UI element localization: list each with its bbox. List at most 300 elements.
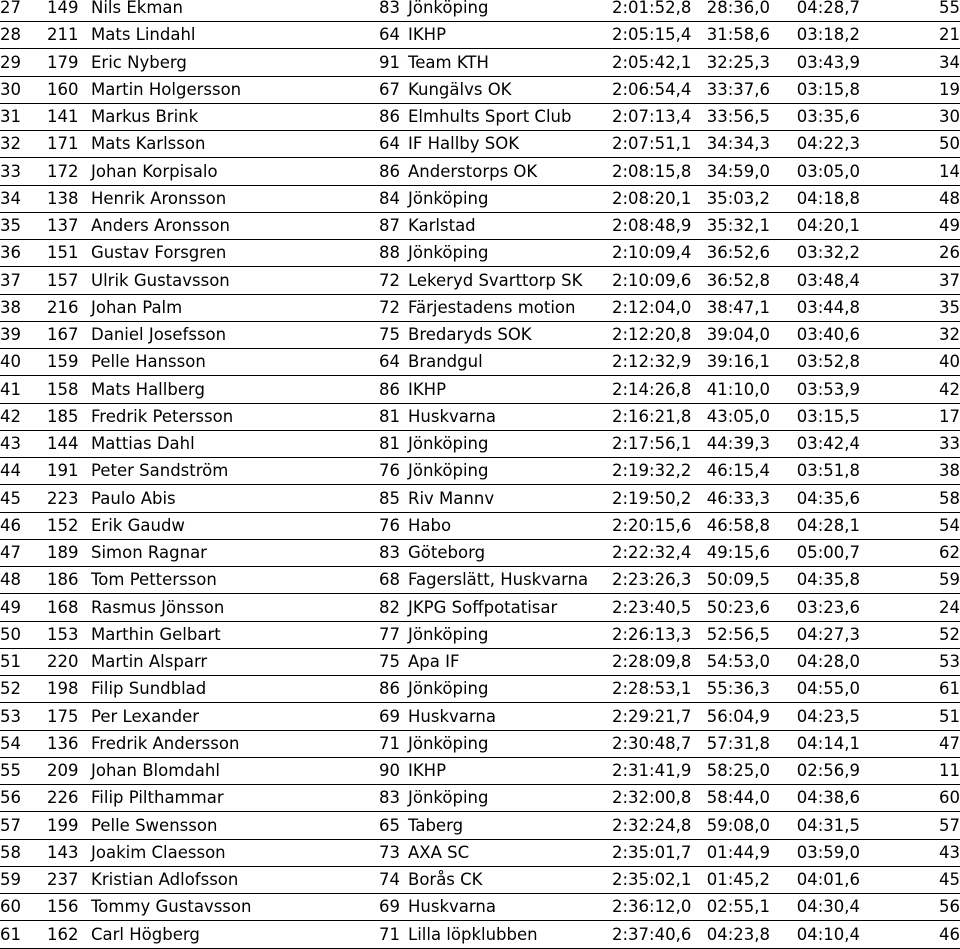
total-time-cell: 2:36:12,0 <box>612 897 692 916</box>
table-row <box>0 458 960 485</box>
bib-cell: 199 <box>47 816 79 835</box>
total-time-cell: 2:17:56,1 <box>612 434 692 453</box>
bib-cell: 211 <box>47 25 79 44</box>
rank-cell: 57 <box>939 816 960 835</box>
table-row <box>0 758 960 785</box>
bib-cell: 186 <box>47 570 79 589</box>
rank-cell: 45 <box>939 870 960 889</box>
lap-time-cell: 03:43,9 <box>796 53 860 72</box>
split-time-cell: 34:59,0 <box>706 162 770 181</box>
place-cell: 37 <box>0 271 21 290</box>
place-cell: 52 <box>0 679 21 698</box>
total-time-cell: 2:08:15,8 <box>612 162 692 181</box>
runner-name-cell: Gustav Forsgren <box>91 243 227 262</box>
place-cell: 57 <box>0 816 21 835</box>
lap-time-cell: 03:59,0 <box>796 843 860 862</box>
club-cell: Färjestadens motion <box>408 298 576 317</box>
club-cell: Jönköping <box>408 625 489 644</box>
table-row <box>0 131 960 158</box>
lap-time-cell: 05:00,7 <box>796 543 860 562</box>
club-cell: IKHP <box>408 380 447 399</box>
place-cell: 49 <box>0 598 21 617</box>
runner-name-cell: Rasmus Jönsson <box>91 598 225 617</box>
bib-cell: 171 <box>47 134 79 153</box>
lap-time-cell: 04:38,6 <box>796 788 860 807</box>
club-cell: Huskvarna <box>408 707 496 726</box>
lap-time-cell: 04:10,4 <box>796 925 860 944</box>
total-time-cell: 2:10:09,6 <box>612 271 692 290</box>
club-cell: Jönköping <box>408 788 489 807</box>
split-time-cell: 38:47,1 <box>706 298 770 317</box>
age-cell: 71 <box>379 925 400 944</box>
total-time-cell: 2:05:42,1 <box>612 53 692 72</box>
age-cell: 83 <box>379 788 400 807</box>
club-cell: Jönköping <box>408 734 489 753</box>
split-time-cell: 49:15,6 <box>706 543 770 562</box>
table-row <box>0 567 960 594</box>
runner-name-cell: Johan Korpisalo <box>91 162 218 181</box>
lap-time-cell: 03:15,8 <box>796 80 860 99</box>
split-time-cell: 52:56,5 <box>706 625 770 644</box>
runner-name-cell: Mattias Dahl <box>91 434 195 453</box>
bib-cell: 137 <box>47 216 79 235</box>
table-row <box>0 622 960 649</box>
place-cell: 38 <box>0 298 21 317</box>
split-time-cell: 33:56,5 <box>706 107 770 126</box>
runner-name-cell: Filip Sundblad <box>91 679 207 698</box>
club-cell: Jönköping <box>408 434 489 453</box>
lap-time-cell: 04:18,8 <box>796 189 860 208</box>
runner-name-cell: Filip Pilthammar <box>91 788 224 807</box>
runner-name-cell: Marthin Gelbart <box>91 625 221 644</box>
age-cell: 85 <box>379 489 400 508</box>
place-cell: 45 <box>0 489 21 508</box>
runner-name-cell: Martin Alsparr <box>91 652 208 671</box>
place-cell: 44 <box>0 461 21 480</box>
place-cell: 39 <box>0 325 21 344</box>
age-cell: 88 <box>379 243 400 262</box>
place-cell: 56 <box>0 788 21 807</box>
place-cell: 48 <box>0 570 21 589</box>
total-time-cell: 2:28:53,1 <box>612 679 692 698</box>
runner-name-cell: Pelle Hansson <box>91 352 206 371</box>
bib-cell: 157 <box>47 271 79 290</box>
split-time-cell: 46:33,3 <box>706 489 770 508</box>
split-time-cell: 50:23,6 <box>706 598 770 617</box>
age-cell: 77 <box>379 625 400 644</box>
bib-cell: 216 <box>47 298 79 317</box>
club-cell: Jönköping <box>408 461 489 480</box>
table-row <box>0 322 960 349</box>
rank-cell: 47 <box>939 734 960 753</box>
runner-name-cell: Paulo Abis <box>91 489 176 508</box>
table-row <box>0 813 960 840</box>
club-cell: Huskvarna <box>408 897 496 916</box>
age-cell: 72 <box>379 298 400 317</box>
table-row <box>0 268 960 295</box>
total-time-cell: 2:12:20,8 <box>612 325 692 344</box>
bib-cell: 160 <box>47 80 79 99</box>
bib-cell: 179 <box>47 53 79 72</box>
age-cell: 83 <box>379 0 400 17</box>
rank-cell: 62 <box>939 543 960 562</box>
lap-time-cell: 04:28,7 <box>796 0 860 17</box>
place-cell: 42 <box>0 407 21 426</box>
place-cell: 53 <box>0 707 21 726</box>
age-cell: 87 <box>379 216 400 235</box>
bib-cell: 158 <box>47 380 79 399</box>
lap-time-cell: 04:27,3 <box>796 625 860 644</box>
rank-cell: 19 <box>939 80 960 99</box>
rank-cell: 11 <box>939 761 960 780</box>
club-cell: Taberg <box>408 816 464 835</box>
split-time-cell: 34:34,3 <box>706 134 770 153</box>
bib-cell: 237 <box>47 870 79 889</box>
table-row <box>0 295 960 322</box>
rank-cell: 50 <box>939 134 960 153</box>
rank-cell: 14 <box>939 162 960 181</box>
rank-cell: 49 <box>939 216 960 235</box>
age-cell: 91 <box>379 53 400 72</box>
bib-cell: 168 <box>47 598 79 617</box>
rank-cell: 43 <box>939 843 960 862</box>
club-cell: Lekeryd Svarttorp SK <box>408 271 583 290</box>
bib-cell: 143 <box>47 843 79 862</box>
rank-cell: 37 <box>939 271 960 290</box>
club-cell: Bredaryds SOK <box>408 325 532 344</box>
age-cell: 86 <box>379 380 400 399</box>
bib-cell: 209 <box>47 761 79 780</box>
age-cell: 69 <box>379 897 400 916</box>
total-time-cell: 2:07:13,4 <box>612 107 692 126</box>
rank-cell: 42 <box>939 380 960 399</box>
table-row <box>0 240 960 267</box>
bib-cell: 172 <box>47 162 79 181</box>
runner-name-cell: Ulrik Gustavsson <box>91 271 230 290</box>
split-time-cell: 43:05,0 <box>706 407 770 426</box>
place-cell: 40 <box>0 352 21 371</box>
runner-name-cell: Mats Lindahl <box>91 25 196 44</box>
runner-name-cell: Fredrik Petersson <box>91 407 234 426</box>
split-time-cell: 01:45,2 <box>706 870 770 889</box>
total-time-cell: 2:22:32,4 <box>612 543 692 562</box>
total-time-cell: 2:37:40,6 <box>612 925 692 944</box>
place-cell: 47 <box>0 543 21 562</box>
age-cell: 64 <box>379 352 400 371</box>
place-cell: 50 <box>0 625 21 644</box>
lap-time-cell: 03:52,8 <box>796 352 860 371</box>
split-time-cell: 28:36,0 <box>706 0 770 17</box>
rank-cell: 58 <box>939 489 960 508</box>
runner-name-cell: Markus Brink <box>91 107 199 126</box>
rank-cell: 52 <box>939 625 960 644</box>
age-cell: 68 <box>379 570 400 589</box>
rank-cell: 51 <box>939 707 960 726</box>
lap-time-cell: 04:01,6 <box>796 870 860 889</box>
lap-time-cell: 04:28,1 <box>796 516 860 535</box>
place-cell: 61 <box>0 925 21 944</box>
rank-cell: 32 <box>939 325 960 344</box>
split-time-cell: 36:52,6 <box>706 243 770 262</box>
place-cell: 60 <box>0 897 21 916</box>
place-cell: 29 <box>0 53 21 72</box>
rank-cell: 61 <box>939 679 960 698</box>
place-cell: 32 <box>0 134 21 153</box>
total-time-cell: 2:19:32,2 <box>612 461 692 480</box>
total-time-cell: 2:32:00,8 <box>612 788 692 807</box>
total-time-cell: 2:23:26,3 <box>612 570 692 589</box>
total-time-cell: 2:19:50,2 <box>612 489 692 508</box>
club-cell: Anderstorps OK <box>408 162 538 181</box>
rank-cell: 56 <box>939 897 960 916</box>
club-cell: Göteborg <box>408 543 486 562</box>
club-cell: Elmhults Sport Club <box>408 107 572 126</box>
table-row <box>0 676 960 703</box>
place-cell: 58 <box>0 843 21 862</box>
lap-time-cell: 04:14,1 <box>796 734 860 753</box>
runner-name-cell: Joakim Claesson <box>91 843 226 862</box>
rank-cell: 54 <box>939 516 960 535</box>
split-time-cell: 58:44,0 <box>706 788 770 807</box>
split-time-cell: 58:25,0 <box>706 761 770 780</box>
split-time-cell: 56:04,9 <box>706 707 770 726</box>
bib-cell: 156 <box>47 897 79 916</box>
runner-name-cell: Tommy Gustavsson <box>91 897 252 916</box>
table-row <box>0 50 960 77</box>
age-cell: 81 <box>379 434 400 453</box>
lap-time-cell: 03:35,6 <box>796 107 860 126</box>
table-row <box>0 186 960 213</box>
rank-cell: 46 <box>939 925 960 944</box>
split-time-cell: 54:53,0 <box>706 652 770 671</box>
runner-name-cell: Pelle Swensson <box>91 816 218 835</box>
club-cell: AXA SC <box>408 843 470 862</box>
split-time-cell: 41:10,0 <box>706 380 770 399</box>
age-cell: 67 <box>379 80 400 99</box>
bib-cell: 149 <box>47 0 79 17</box>
runner-name-cell: Mats Hallberg <box>91 380 205 399</box>
age-cell: 84 <box>379 189 400 208</box>
age-cell: 75 <box>379 325 400 344</box>
table-row <box>0 377 960 404</box>
total-time-cell: 2:08:48,9 <box>612 216 692 235</box>
lap-time-cell: 04:31,5 <box>796 816 860 835</box>
runner-name-cell: Daniel Josefsson <box>91 325 227 344</box>
lap-time-cell: 04:20,1 <box>796 216 860 235</box>
split-time-cell: 44:39,3 <box>706 434 770 453</box>
place-cell: 35 <box>0 216 21 235</box>
bib-cell: 153 <box>47 625 79 644</box>
total-time-cell: 2:26:13,3 <box>612 625 692 644</box>
age-cell: 75 <box>379 652 400 671</box>
runner-name-cell: Anders Aronsson <box>91 216 231 235</box>
total-time-cell: 2:10:09,4 <box>612 243 692 262</box>
club-cell: Jönköping <box>408 679 489 698</box>
split-time-cell: 50:09,5 <box>706 570 770 589</box>
total-time-cell: 2:30:48,7 <box>612 734 692 753</box>
place-cell: 34 <box>0 189 21 208</box>
split-time-cell: 39:16,1 <box>706 352 770 371</box>
age-cell: 74 <box>379 870 400 889</box>
runner-name-cell: Simon Ragnar <box>91 543 207 562</box>
club-cell: Riv Mannv <box>408 489 495 508</box>
age-cell: 76 <box>379 516 400 535</box>
place-cell: 59 <box>0 870 21 889</box>
split-time-cell: 01:44,9 <box>706 843 770 862</box>
age-cell: 86 <box>379 162 400 181</box>
total-time-cell: 2:16:21,8 <box>612 407 692 426</box>
split-time-cell: 39:04,0 <box>706 325 770 344</box>
bib-cell: 138 <box>47 189 79 208</box>
table-row <box>0 840 960 867</box>
club-cell: Lilla löpklubben <box>408 925 538 944</box>
place-cell: 46 <box>0 516 21 535</box>
table-row <box>0 404 960 431</box>
split-time-cell: 57:31,8 <box>706 734 770 753</box>
age-cell: 64 <box>379 25 400 44</box>
bib-cell: 220 <box>47 652 79 671</box>
place-cell: 43 <box>0 434 21 453</box>
split-time-cell: 02:55,1 <box>706 897 770 916</box>
age-cell: 86 <box>379 679 400 698</box>
total-time-cell: 2:01:52,8 <box>612 0 692 17</box>
club-cell: IF Hallby SOK <box>408 134 520 153</box>
bib-cell: 152 <box>47 516 79 535</box>
table-row <box>0 704 960 731</box>
club-cell: Fagerslätt, Huskvarna <box>408 570 589 589</box>
total-time-cell: 2:29:21,7 <box>612 707 692 726</box>
total-time-cell: 2:12:32,9 <box>612 352 692 371</box>
lap-time-cell: 04:28,0 <box>796 652 860 671</box>
runner-name-cell: Kristian Adlofsson <box>91 870 239 889</box>
place-cell: 33 <box>0 162 21 181</box>
bib-cell: 198 <box>47 679 79 698</box>
table-row <box>0 785 960 812</box>
place-cell: 36 <box>0 243 21 262</box>
club-cell: Borås CK <box>408 870 483 889</box>
bib-cell: 223 <box>47 489 79 508</box>
club-cell: Habo <box>408 516 452 535</box>
lap-time-cell: 03:40,6 <box>796 325 860 344</box>
table-row <box>0 0 960 22</box>
runner-name-cell: Carl Högberg <box>91 925 200 944</box>
split-time-cell: 59:08,0 <box>706 816 770 835</box>
table-row <box>0 513 960 540</box>
rank-cell: 17 <box>939 407 960 426</box>
table-row <box>0 77 960 104</box>
age-cell: 81 <box>379 407 400 426</box>
runner-name-cell: Nils Ekman <box>91 0 183 17</box>
runner-name-cell: Fredrik Andersson <box>91 734 240 753</box>
runner-name-cell: Johan Palm <box>91 298 183 317</box>
lap-time-cell: 04:23,5 <box>796 707 860 726</box>
age-cell: 71 <box>379 734 400 753</box>
bib-cell: 226 <box>47 788 79 807</box>
lap-time-cell: 04:55,0 <box>796 679 860 698</box>
place-cell: 27 <box>0 0 21 17</box>
lap-time-cell: 04:30,4 <box>796 897 860 916</box>
bib-cell: 136 <box>47 734 79 753</box>
runner-name-cell: Per Lexander <box>91 707 200 726</box>
total-time-cell: 2:08:20,1 <box>612 189 692 208</box>
age-cell: 86 <box>379 107 400 126</box>
total-time-cell: 2:20:15,6 <box>612 516 692 535</box>
club-cell: Jönköping <box>408 0 489 17</box>
club-cell: Brandgul <box>408 352 483 371</box>
age-cell: 64 <box>379 134 400 153</box>
rank-cell: 55 <box>939 0 960 17</box>
age-cell: 69 <box>379 707 400 726</box>
split-time-cell: 35:03,2 <box>706 189 770 208</box>
club-cell: Kungälvs OK <box>408 80 512 99</box>
total-time-cell: 2:32:24,8 <box>612 816 692 835</box>
total-time-cell: 2:35:01,7 <box>612 843 692 862</box>
runner-name-cell: Henrik Aronsson <box>91 189 227 208</box>
club-cell: IKHP <box>408 25 447 44</box>
club-cell: Jönköping <box>408 189 489 208</box>
bib-cell: 151 <box>47 243 79 262</box>
place-cell: 41 <box>0 380 21 399</box>
lap-time-cell: 03:51,8 <box>796 461 860 480</box>
place-cell: 54 <box>0 734 21 753</box>
age-cell: 82 <box>379 598 400 617</box>
bib-cell: 191 <box>47 461 79 480</box>
total-time-cell: 2:05:15,4 <box>612 25 692 44</box>
lap-time-cell: 03:15,5 <box>796 407 860 426</box>
lap-time-cell: 04:35,8 <box>796 570 860 589</box>
rank-cell: 59 <box>939 570 960 589</box>
bib-cell: 162 <box>47 925 79 944</box>
club-cell: IKHP <box>408 761 447 780</box>
bib-cell: 189 <box>47 543 79 562</box>
table-row <box>0 486 960 513</box>
bib-cell: 144 <box>47 434 79 453</box>
table-row <box>0 731 960 758</box>
total-time-cell: 2:06:54,4 <box>612 80 692 99</box>
club-cell: Team KTH <box>408 53 489 72</box>
rank-cell: 33 <box>939 434 960 453</box>
split-time-cell: 04:23,8 <box>706 925 770 944</box>
split-time-cell: 46:58,8 <box>706 516 770 535</box>
club-cell: JKPG Soffpotatisar <box>408 598 558 617</box>
age-cell: 83 <box>379 543 400 562</box>
lap-time-cell: 03:23,6 <box>796 598 860 617</box>
total-time-cell: 2:14:26,8 <box>612 380 692 399</box>
runner-name-cell: Eric Nyberg <box>91 53 187 72</box>
table-row <box>0 349 960 376</box>
table-row <box>0 867 960 894</box>
total-time-cell: 2:28:09,8 <box>612 652 692 671</box>
table-row <box>0 540 960 567</box>
total-time-cell: 2:12:04,0 <box>612 298 692 317</box>
age-cell: 73 <box>379 843 400 862</box>
table-row <box>0 213 960 240</box>
table-row <box>0 894 960 921</box>
lap-time-cell: 04:35,6 <box>796 489 860 508</box>
lap-time-cell: 03:18,2 <box>796 25 860 44</box>
rank-cell: 38 <box>939 461 960 480</box>
age-cell: 76 <box>379 461 400 480</box>
lap-time-cell: 03:53,9 <box>796 380 860 399</box>
bib-cell: 167 <box>47 325 79 344</box>
club-cell: Apa IF <box>408 652 460 671</box>
table-row <box>0 595 960 622</box>
table-row <box>0 649 960 676</box>
club-cell: Huskvarna <box>408 407 496 426</box>
total-time-cell: 2:07:51,1 <box>612 134 692 153</box>
club-cell: Jönköping <box>408 243 489 262</box>
rank-cell: 40 <box>939 352 960 371</box>
